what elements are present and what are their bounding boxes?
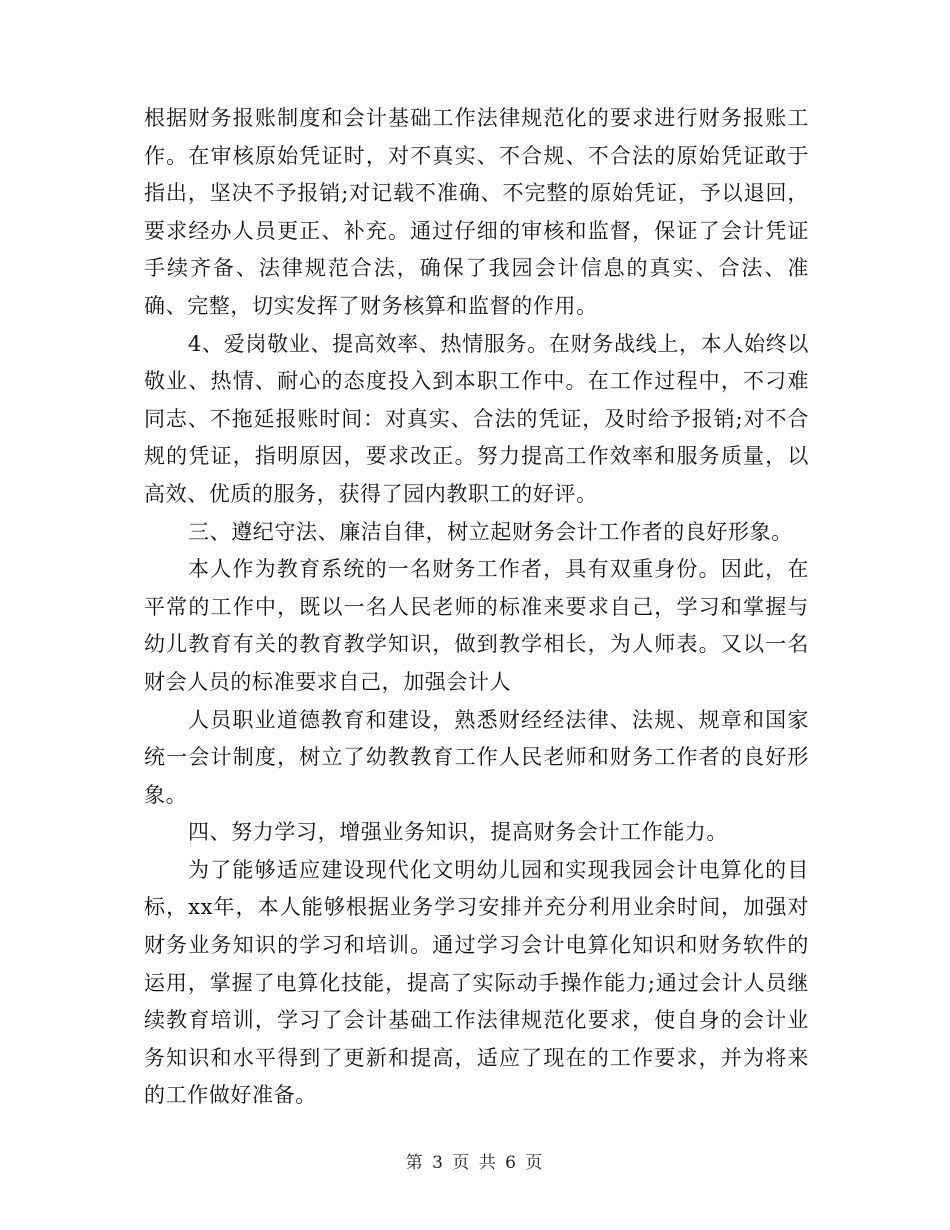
paragraph-1: 根据财务报账制度和会计基础工作法律规范化的要求进行财务报账工作。在审核原始凭证时，对不真实、不合规、不合法的原始凭证敢于指出，坚决不予报销;对记载不准确、不完整的原始凭证，予以退回，要求经办人员更正、补充。通过仔细的审核和监督，保证了会计凭证手续齐备、法律规范合法，确保了我园会计信息的真实、合法、准确、完整，切实发挥了财务核算和监督的作用。 <box>144 106 809 318</box>
section-heading-3: 三、遵纪守法、廉洁自律，树立起财务会计工作者的良好形象。 <box>188 519 793 544</box>
document-body <box>144 100 809 1115</box>
paragraph-2: 4、爱岗敬业、提高效率、热情服务。在财务战线上，本人始终以敬业、热情、耐心的态度投入到本职工作中。在工作过程中，不刁难同志、不拖延报账时间：对真实、合法的凭证，及时给予报销;对不合规的凭证，指明原因，要求改正。努力提高工作效率和服务质量，以高效、优质的服务，获得了园内教职工的好评。 <box>144 331 809 506</box>
paragraph-7: 为了能够适应建设现代化文明幼儿园和实现我园会计电算化的目标，xx年，本人能够根据业务学习安排并充分利用业余时间，加强对财务业务知识的学习和培训。通过学习会计电算化知识和财务软件的运用，掌握了电算化技能，提高了实际动手操作能力;通过会计人员继续教育培训，学习了会计基础工作法律规范化要求，使自身的会计业务知识和水平得到了更新和提高，适应了现在的工作要求，并为将来的工作做好准备。 <box>144 857 809 1108</box>
paragraph-5: 人员职业道德教育和建设，熟悉财经经法律、法规、规章和国家统一会计制度，树立了幼教教育工作人民老师和财务工作者的良好形象。 <box>144 707 809 807</box>
page-footer: 第 3 页 共 6 页 <box>405 1153 545 1173</box>
paragraph-4: 本人作为教育系统的一名财务工作者，具有双重身份。因此，在平常的工作中，既以一名人民老师的标准来要求自己，学习和掌握与幼儿教育有关的教育教学知识，做到教学相长，为人师表。又以一名财会人员的标准要求自己，加强会计人 <box>144 557 809 694</box>
section-heading-4: 四、努力学习，增强业务知识，提高财务会计工作能力。 <box>188 820 728 845</box>
